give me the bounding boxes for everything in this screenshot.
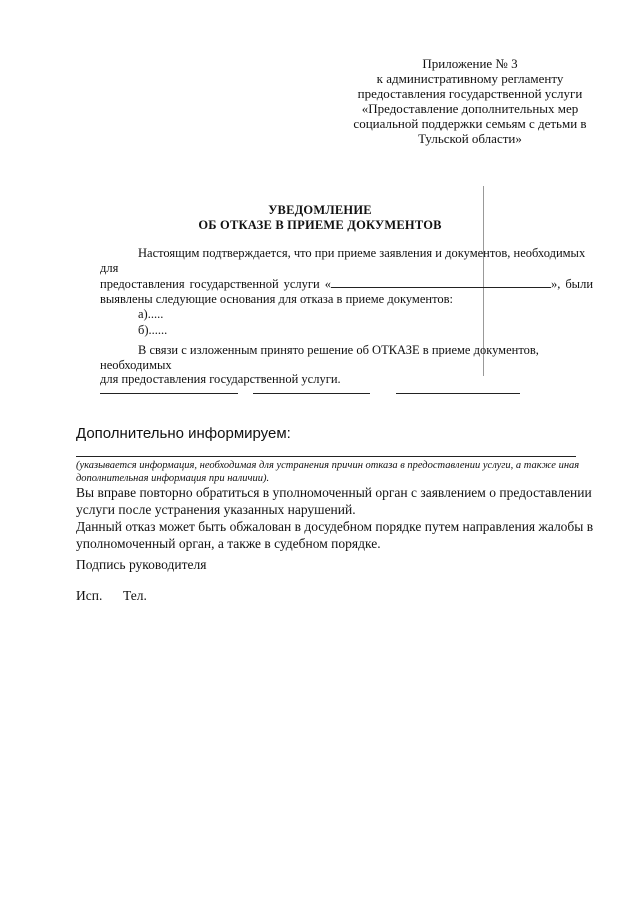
paragraph-confirmation bbox=[100, 246, 593, 337]
phone-label: Тел. bbox=[123, 588, 147, 603]
appeal-text bbox=[76, 518, 596, 552]
position-line bbox=[100, 393, 238, 394]
title-line-2: ОБ ОТКАЗЕ В ПРИЕМЕ ДОКУМЕНТОВ bbox=[198, 218, 442, 232]
service-label-end: », были bbox=[550, 277, 594, 291]
service-label: предоставления государственной услуги « bbox=[100, 277, 331, 291]
executor-label: Исп. bbox=[76, 588, 103, 603]
paragraph-line: для предоставления государственной услуги. bbox=[100, 372, 341, 386]
paragraph-line: выявлены следующие основания для отказа в приеме документов: bbox=[100, 291, 453, 306]
note-line: (указывается информация, необходимая для устранения причин отказа в предоставлении услуги, а также иная bbox=[76, 460, 580, 471]
paragraph-line: Настоящим подтверждается, что при приеме заявления и документов, необходимых для bbox=[100, 246, 586, 275]
signature-line bbox=[253, 393, 370, 394]
text-line: услуги после устранения указанных нарушений. bbox=[76, 502, 356, 517]
name-line bbox=[396, 393, 520, 394]
head-signature-label: Подпись руководителя bbox=[76, 557, 207, 572]
appendix-line: к административному регламенту bbox=[376, 71, 564, 86]
appendix-line: социальной поддержки семьям с детьми в bbox=[353, 116, 587, 131]
paragraph-decision bbox=[100, 343, 593, 387]
note-line: дополнительная информация при наличии). bbox=[76, 473, 270, 484]
document-title bbox=[150, 203, 490, 233]
text-line: Данный отказ может быть обжалован в досудебном порядке путем направления жалобы в bbox=[76, 519, 594, 534]
additional-info-line bbox=[76, 456, 576, 457]
appendix-line: предоставления государственной услуги bbox=[357, 86, 583, 101]
reapply-text bbox=[76, 484, 596, 518]
appendix-line: «Предоставление дополнительных мер bbox=[361, 101, 579, 116]
text-line: уполномоченный орган, а также в судебном порядке. bbox=[76, 536, 381, 551]
appendix-line: Тульской области» bbox=[418, 131, 522, 146]
title-line-1: УВЕДОМЛЕНИЕ bbox=[268, 203, 372, 217]
paragraph-line bbox=[100, 276, 593, 292]
additional-heading: Дополнительно информируем: bbox=[76, 425, 291, 442]
reason-item-b: б)...... bbox=[138, 322, 168, 337]
appendix-number: Приложение № 3 bbox=[422, 56, 518, 71]
service-name-field[interactable] bbox=[331, 276, 551, 288]
paragraph-line: В связи с изложенным принято решение об ОТКАЗЕ в приеме документов, необходимых bbox=[100, 343, 539, 372]
text-line: Вы вправе повторно обратиться в уполномоченный орган с заявлением о предоставлении bbox=[76, 485, 592, 500]
additional-note bbox=[76, 459, 596, 485]
reason-item-a: а)..... bbox=[138, 307, 164, 321]
appendix-header bbox=[300, 56, 640, 146]
